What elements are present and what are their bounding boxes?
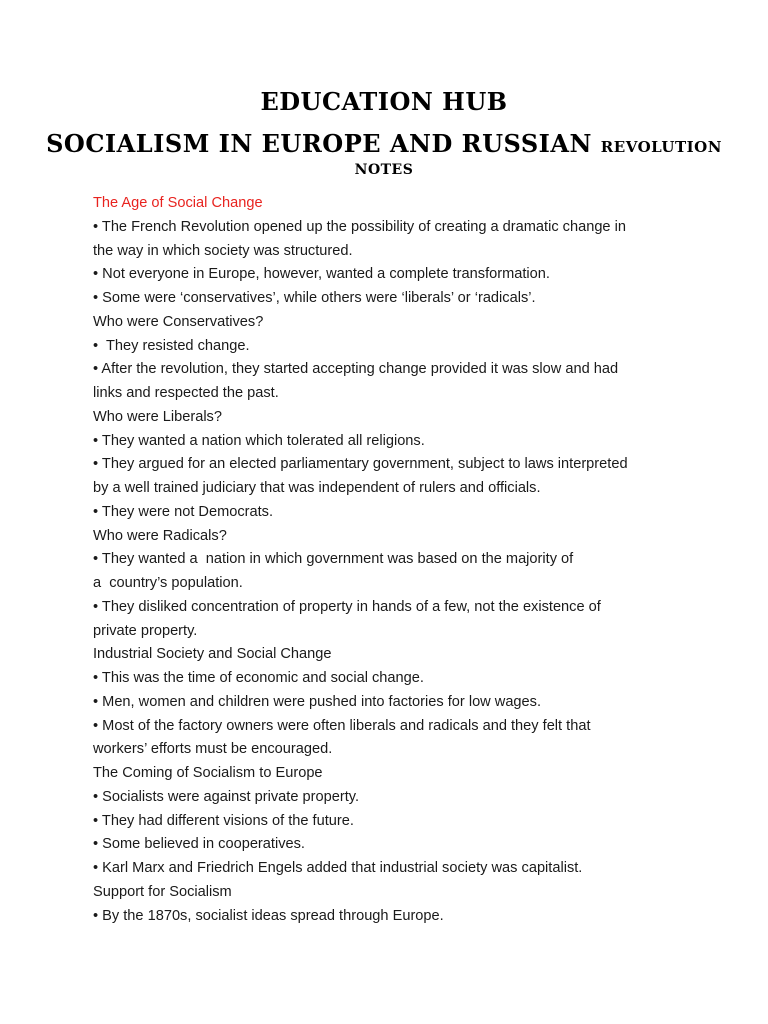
document-brand-title [0,86,768,118]
body-line: • This was the time of economic and social change. [93,670,424,686]
body-line: • After the revolution, they started accepting change provided it was slow and had [93,361,619,378]
subheading-line: Who were Liberals? [93,408,222,425]
subheading-line: The Coming of Socialism to Europe [93,765,323,781]
body-line: a country’s population. [93,575,243,591]
subtitle-text: NOTES [354,162,414,178]
main-title-text: SOCIALISM IN EUROPE AND RUSSIAN [46,129,601,158]
body-line: workers’ efforts must be encouraged. [93,741,333,758]
body-line: • Karl Marx and Friedrich Engels added that industrial society was capitalist. [93,860,583,876]
body-line: by a well trained judiciary that was independent of rulers and officials. [93,480,541,496]
body-line: • They argued for an elected parliamentary government, subject to laws interpreted [93,456,628,473]
body-line: • Some were ‘conservatives’, while others were ‘liberals’ or ‘radicals’. [93,290,536,306]
body-line: • Most of the factory owners were often liberals and radicals and they felt that [93,717,591,734]
body-line: • Not everyone in Europe, however, wanted a complete transformation. [93,266,550,283]
body-line: links and respected the past. [93,385,279,401]
subheading-line: Who were Radicals? [93,527,227,544]
brand-title-text: EDUCATION HUB [260,87,508,116]
main-title-small-text: REVOLUTION [600,138,722,156]
subheading-line: Industrial Society and Social Change [93,646,332,663]
subheading-line: Support for Socialism [93,883,232,900]
body-line: • They wanted a nation which tolerated all religions. [93,432,425,449]
body-line: • They were not Democrats. [93,503,274,520]
document-main-title [0,128,768,163]
body-line: • The French Revolution opened up the possibility of creating a dramatic change in [93,218,626,235]
body-line: • By the 1870s, socialist ideas spread through Europe. [93,907,444,924]
body-line: the way in which society was structured. [93,242,353,259]
body-line: • Socialists were against private property. [93,788,360,805]
body-line: • They wanted a nation in which government was based on the majority of [93,551,574,568]
section-heading: The Age of Social Change [93,195,263,211]
body-line: • They resisted change. [93,337,250,354]
body-line: • Men, women and children were pushed into factories for low wages. [93,693,542,710]
body-line: private property. [93,622,198,639]
body-line: • They disliked concentration of property in hands of a few, not the existence of [93,598,601,615]
document-body [93,192,678,928]
document-subtitle [0,160,768,180]
body-line: • Some believed in cooperatives. [93,836,305,853]
subheading-line: Who were Conservatives? [93,313,264,330]
body-line: • They had different visions of the future. [93,812,354,829]
